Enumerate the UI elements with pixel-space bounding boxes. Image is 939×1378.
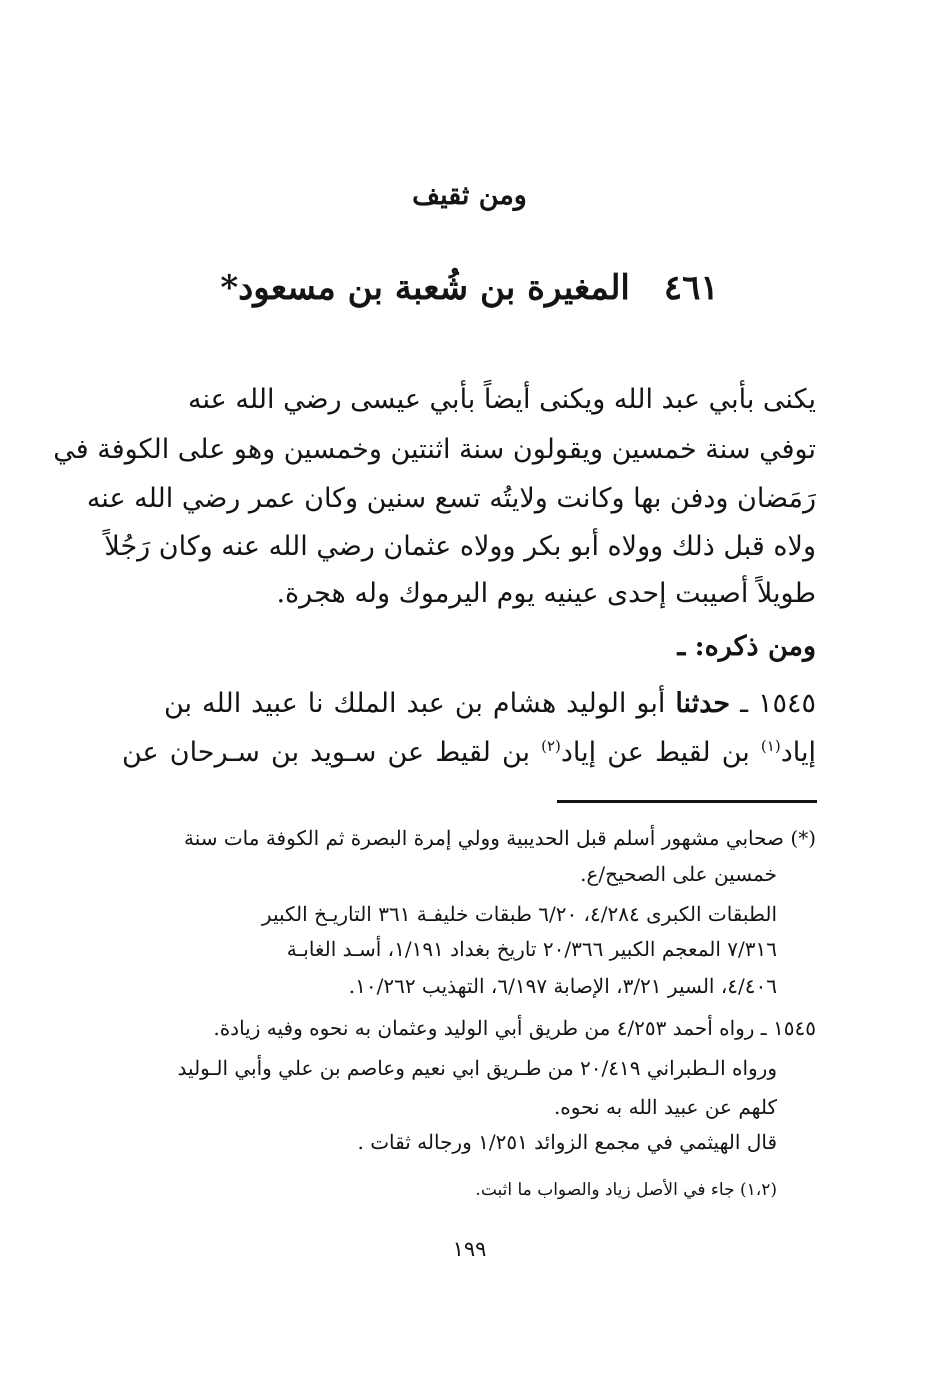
hadith-line	[122, 733, 816, 773]
footnote-separator	[557, 800, 817, 803]
hadith-narrator: إياد	[780, 737, 816, 768]
footnote-sources-line: ٤/٤٠٦، السير ٣/٢١، الإصابة ٦/١٩٧، التهذيب ١٠/٢٦٢.	[348, 974, 777, 998]
biography-line: رَمَضان ودفن بها وكانت ولايتُه تسع سنين وكان عمر رضي الله عنه	[86, 483, 816, 514]
biography-line: توفي سنة خمسين ويقولون سنة اثنتين وخمسين وهو على الكوفة في	[53, 434, 816, 465]
mentions-heading: ومن ذكره: ـ	[677, 631, 816, 662]
entry-number: ٤٦١	[663, 268, 719, 308]
haddathana-word: حدثنا	[675, 688, 731, 719]
footnote-hadith-note: ١٥٤٥ ـ رواه أحمد ٤/٢٥٣ من طريق أبي الوليد وعثمان به نحوه وفيه زيادة.	[213, 1016, 816, 1040]
hadith-narrator: بن لقيط عن إياد	[560, 737, 750, 768]
footnote-marker-1: (١)	[760, 737, 781, 755]
footnote-correction: (١،٢) جاء في الأصل زياد والصواب ما اثبت.	[475, 1180, 777, 1200]
entry-title	[0, 268, 939, 308]
footnote-tabarani-line: كلهم عن عبيد الله به نحوه.	[553, 1095, 777, 1119]
hadith-line	[164, 684, 816, 724]
hadith-number: ١٥٤٥ ـ	[740, 688, 816, 719]
footnote-sources-line: ٧/٣١٦ المعجم الكبير ٢٠/٣٦٦ تاريخ بغداد ١/١٩١، أسـد الغابـة	[286, 937, 777, 961]
footnote-marker-2: (٢)	[541, 737, 561, 755]
footnote-tabarani-line: ورواه الـطبراني ٢٠/٤١٩ من طـريق ابي نعيم وعاصم بن علي وأبي الـوليد	[177, 1056, 777, 1080]
footnote-sources-line: الطبقات الكبرى ٤/٢٨٤، ٦/٢٠ طبقات خليفـة ٣٦١ التاريـخ الكبير	[261, 902, 777, 926]
biography-line: يكنى بأبي عبد الله ويكنى أيضاً بأبي عيسى رضي الله عنه	[188, 384, 816, 415]
biography-line: ولاه قبل ذلك وولاه أبو بكر وولاه عثمان رضي الله عنه وكان رَجُلاً	[104, 531, 816, 562]
section-heading: ومن ثقيف	[412, 180, 527, 211]
footnote-star-line: خمسين على الصحيح/ع.	[580, 862, 777, 886]
hadith-narrator: بن لقيط عن سـويد بن سـرحان عن	[122, 737, 531, 768]
footnote-haythami: قال الهيثمي في مجمع الزوائد ١/٢٥١ ورجاله ثقات .	[357, 1130, 777, 1154]
footnote-star-line: (*) صحابي مشهور أسلم قبل الحديبية وولي إمرة البصرة ثم الكوفة مات سنة	[183, 826, 816, 850]
hadith-chain-start: أبو الوليد هشام بن عبد الملك نا عبيد الله بن	[164, 688, 666, 719]
biography-line: طويلاً أصيبت إحدى عينيه يوم اليرموك وله هجرة.	[276, 578, 816, 609]
entry-name: المغيرة بن شُعبة بن مسعود*	[220, 268, 630, 308]
page-number: ١٩٩	[452, 1237, 487, 1261]
